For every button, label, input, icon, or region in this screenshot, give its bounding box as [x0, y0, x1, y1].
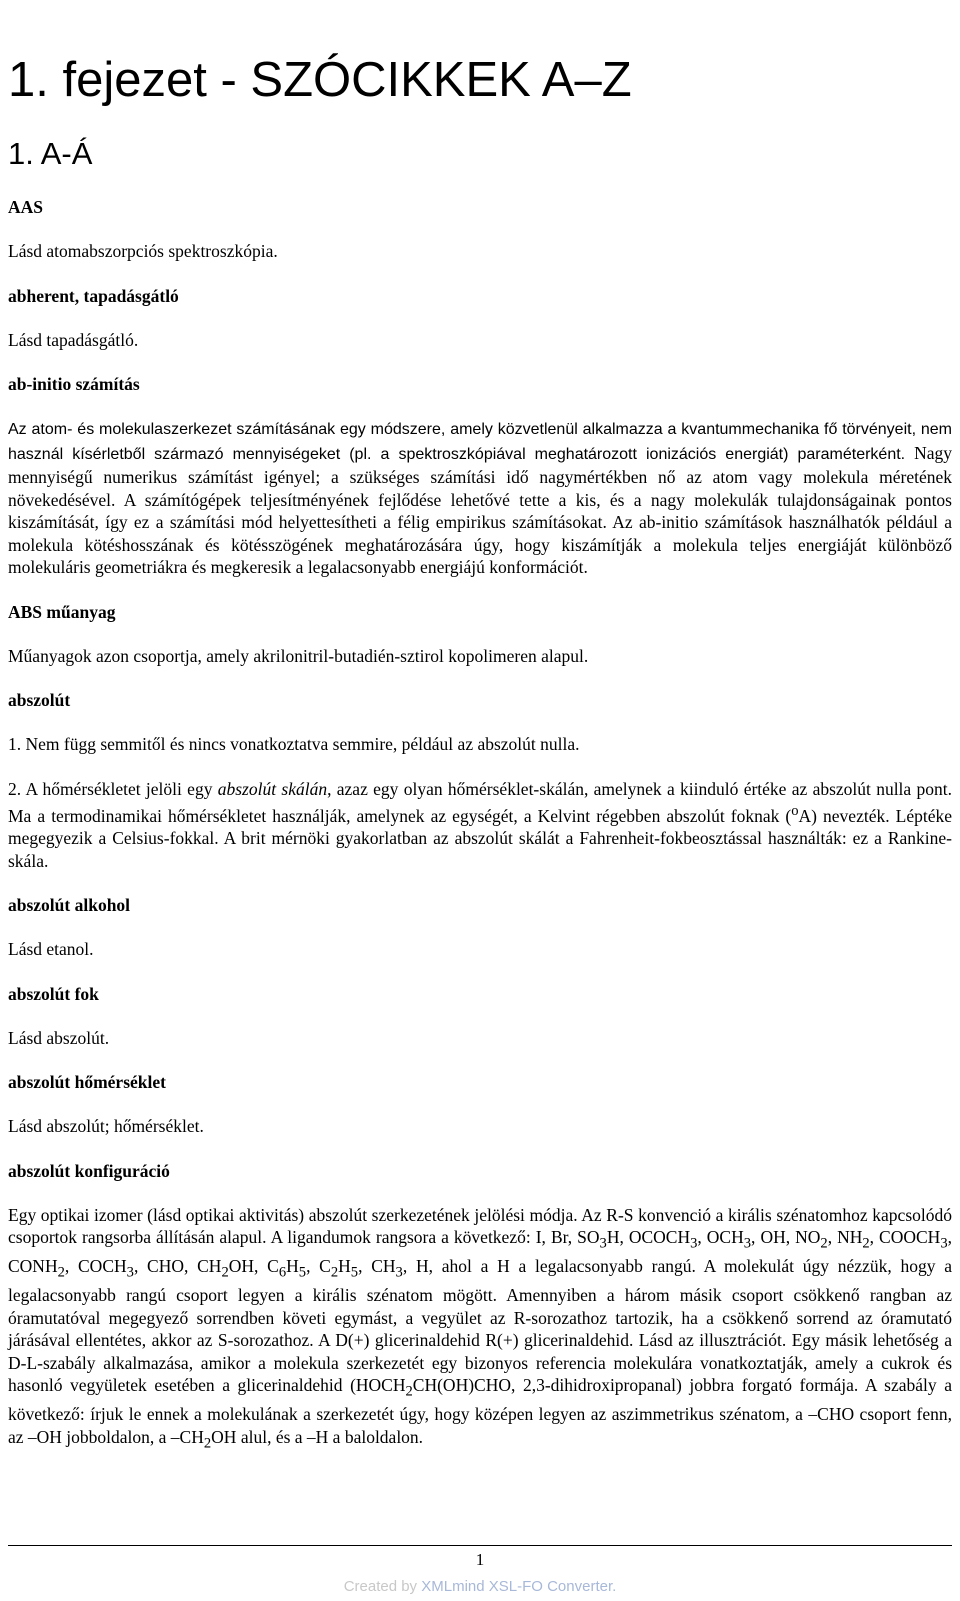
entry-term: abszolút alkohol [8, 895, 131, 916]
entry-definition: Lásd etanol. [8, 939, 94, 960]
created-by-brand-link[interactable]: XMLmind XSL-FO Converter. [421, 1578, 617, 1595]
entry-term: abherent, tapadásgátló [8, 285, 179, 306]
section-title: 1. A-Á [8, 136, 93, 171]
created-by-prefix: Created by [343, 1578, 422, 1595]
entry-definition: 2. A hőmérsékletet jelöli egy abszolút skálán, azaz egy olyan hőmérséklet-skálán, amelynek a kiinduló értéke az abszolút nulla pont. Ma a termodinamikai hőmérsékletet használják, amelynek az egységét, a Kelvint régebben abszolút foknak ($^o$A) nevezték. Léptéke megegyezik a Celsius-fokkal. A brit mérnöki gyakorlatban az abszolút skálát a Fahrenheit-fokbeosztással használták: ez a Rankine-skála. [8, 778, 952, 871]
entry-term: AAS [8, 197, 44, 217]
chapter-title: 1. fejezet - SZÓCIKKEK A–Z [8, 53, 632, 107]
entry-term: ab-initio számítás [8, 374, 140, 394]
entry-definition: Egy optikai izomer (lásd optikai aktivitás) abszolút szerkezetének jelölési módja. Az R-S konvenció a királis szénatomhoz kapcsolódó csoportok rangsorba állításán alapul. A ligandumok rangsora a következő: I, Br, $SO_3H$, $OCOCH_3$, $OCH_3$, OH, $NO_2$, $NH_2$, $COOCH_3$, $CONH_2$, $COCH_3$, CHO, $CH_2OH$, $C_6H_5$, $C_2H_5$, $CH_3$, H, ahol a H a legalacsonyabb rangú. A molekulát úgy nézzük, hogy a legalacsonyabb rangú csoport legyen a királis szénatom mögött. Amennyiben a három másik csoport csökkenő rangban az óramutatóval megegyező sorrendben követi egymást, a vegyület az R-sorozathoz tartozik, ha a csökkenő sorrend az óramutató járásával ellentétes, akkor az S-sorozathoz. A D(+) glicerinaldehid R(+) glicerinaldehid. Lásd az illusztrációt. Egy másik lehetőség a D-L-szabály alkalmazása, amikor a molekula szerkezetét egy bizonyos referencia molekulára vonatkoztatják, amely a cukrok és hasonló vegyületek esetében a glicerinaldehid ($HOCH_2CH(OH)CHO$, 2,3-dihidroxipropanal) jobbra forgató formája. A szabály a következő: írjuk le ennek a molekulának a szerkezetét úgy, hogy középen legyen az aszimmetrikus szénatom, a –CHO csoport fenn, az –OH jobboldalon, a $-CH_2OH$ alul, és a –H a baloldalon. [8, 1204, 952, 1452]
entry-definition: Lásd atomabszorpciós spektroszkópia. [8, 241, 278, 261]
page-number: 1 [475, 1550, 485, 1569]
created-by-footer [0, 1578, 960, 1595]
entry-term: ABS műanyag [8, 601, 116, 622]
entry-term: abszolút hőmérséklet [8, 1072, 166, 1093]
footer-divider [8, 1545, 952, 1546]
entry-definition: Az atom- és molekulaszerkezet számításának egy módszere, amely közvetlenül alkalmazza a kvantummechanika fő törvényeit, nem használ kísérletből származó mennyiségeket (pl. a spektroszkópiával meghatározott ionizációs energiát) paraméterként. Nagy mennyiségű numerikus számítást igényel; a szükséges számítási idő nagymértékben nő az atom vagy molekula méretének növekedésével. A számítógépek teljesítményének fejlődése lehetővé tette a kis, és a nagy molekulák tulajdonságainak pontos kiszámítását, így ez a számítási mód helyettesítheti a félig empirikus számításokat. Az ab-initio számítások használhatók például a molekula kötéshosszának és kötésszögének meghatározására úgy, hogy kiszámítják a molekula teljes energiáját különböző molekuláris geometriákra és megkeresik a legalacsonyabb energiájú konformációt. [8, 421, 952, 577]
entry-term: abszolút [8, 690, 71, 710]
entry-definition: Lásd abszolút; hőmérséklet. [8, 1116, 204, 1137]
entry-definition: 1. Nem függ semmitől és nincs vonatkoztatva semmire, például az abszolút nulla. [8, 734, 580, 754]
entry-definition: Lásd abszolút. [8, 1027, 110, 1048]
entry-term: abszolút konfiguráció [8, 1160, 170, 1181]
entry-definition: Műanyagok azon csoportja, amely akrilonitril-butadién-sztirol kopolimeren alapul. [8, 645, 589, 666]
entry-definition: Lásd tapadásgátló. [8, 329, 139, 350]
entries-list [8, 196, 952, 1477]
entry-term: abszolút fok [8, 983, 99, 1004]
